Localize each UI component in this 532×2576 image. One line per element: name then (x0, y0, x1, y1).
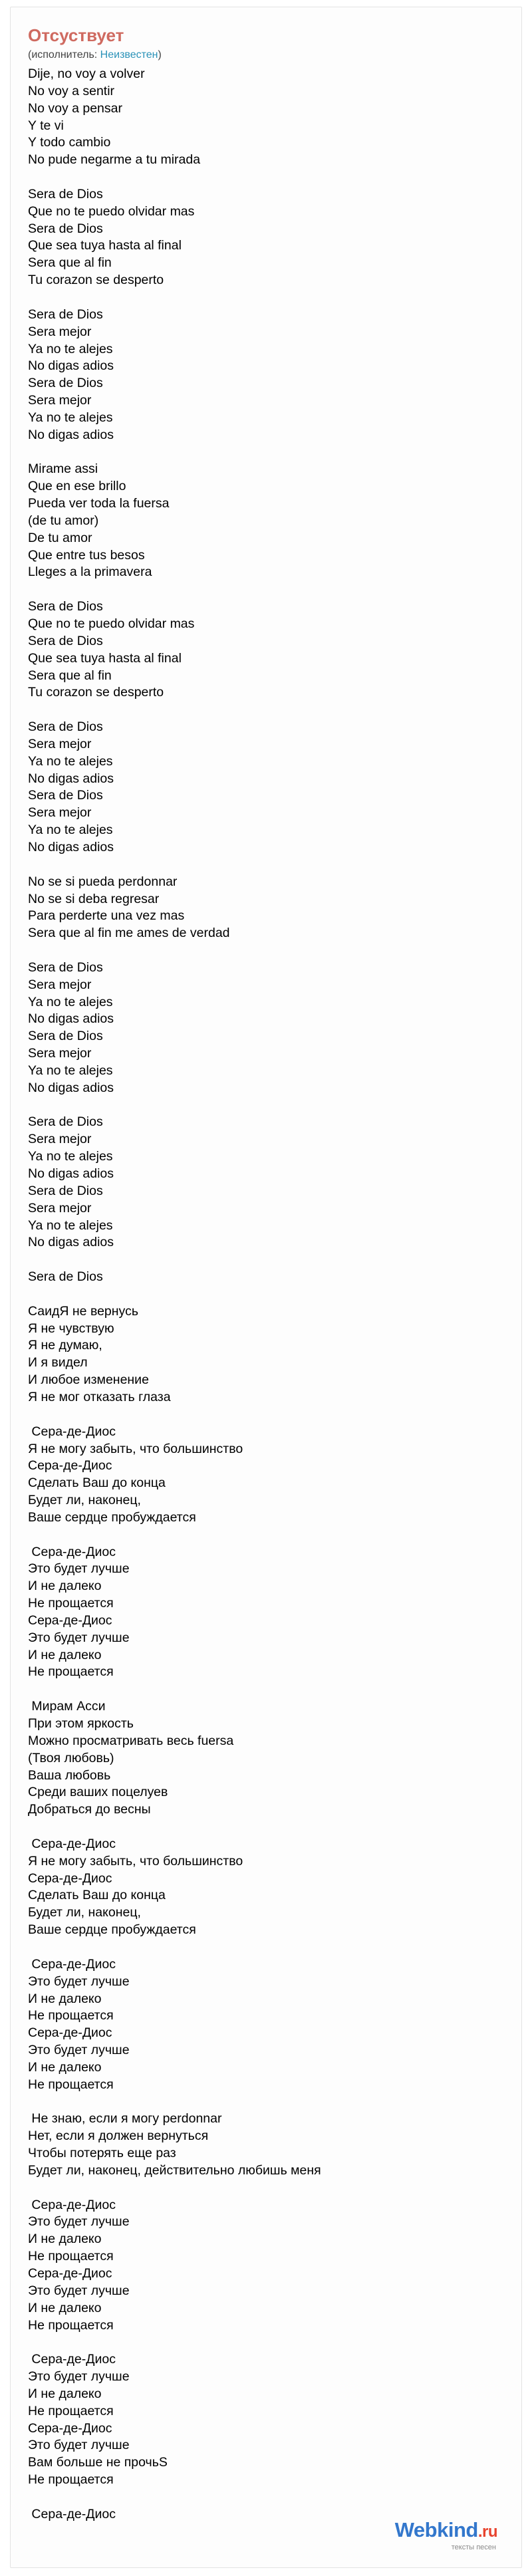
lyric-line: No digas adios (28, 1011, 114, 1027)
lyric-line: Это будет лучше (28, 1974, 130, 1989)
lyric-line: Вам больше не прочьS (28, 2455, 168, 2470)
lyric-line: Я не мог отказать глаза (28, 1389, 171, 1404)
lyric-line (28, 581, 507, 598)
artist-prefix: (исполнитель: (28, 49, 100, 61)
lyric-line: Tu corazon se desperto (28, 273, 164, 288)
lyric-line: Не прощается (28, 2403, 114, 2418)
lyric-line: De tu amor (28, 530, 92, 545)
lyric-line: No digas adios (28, 1166, 114, 1181)
lyric-line (28, 702, 507, 719)
lyric-line: Это будет лучше (28, 2043, 130, 2058)
lyric-line: Sera de Dios (28, 788, 103, 803)
lyric-line: No digas adios (28, 839, 114, 854)
lyric-line: Sera de Dios (28, 1114, 103, 1130)
lyric-line: И не далеко (28, 2300, 102, 2315)
lyric-line (28, 1681, 507, 1698)
lyric-line: Ya no te alejes (28, 1149, 113, 1164)
lyric-line (28, 169, 507, 186)
lyric-line: Sera mejor (28, 324, 92, 339)
lyric-line (28, 1939, 507, 1956)
lyric-line: Ya no te alejes (28, 1218, 113, 1233)
lyric-line (28, 1819, 507, 1836)
lyric-line (28, 1286, 507, 1303)
lyric-line: Que entre tus besos (28, 547, 145, 563)
lyric-line: СаидЯ не вернусь (28, 1303, 138, 1319)
lyric-line: И не далеко (28, 2386, 102, 2401)
site-tagline: тексты песен (451, 2543, 496, 2551)
lyric-line: Sera de Dios (28, 186, 103, 201)
lyric-line: Сера-де-Диос (28, 1956, 116, 1972)
lyric-line: Не прощается (28, 2472, 114, 2488)
lyric-line (28, 942, 507, 960)
lyric-line: Нет, если я должен вернуться (28, 2128, 209, 2144)
lyric-line: Будет ли, наконец, (28, 1493, 141, 1508)
lyric-line: Que no te puedo olvidar mas (28, 203, 195, 219)
lyric-line: Sera que al fin (28, 668, 112, 683)
lyric-line: Можно просматривать весь fuersa (28, 1733, 234, 1748)
lyric-line: No se si pueda perdonnar (28, 874, 178, 889)
lyric-line: Я не могу забыть, что большинство (28, 1853, 243, 1868)
lyric-line (28, 2489, 507, 2506)
lyric-line: Сера-де-Диос (28, 2266, 112, 2281)
lyric-line: Не прощается (28, 1664, 114, 1680)
lyric-line: Para perderte una vez mas (28, 908, 185, 924)
lyric-line: Sera mejor (28, 1200, 92, 1216)
lyrics-page (10, 7, 522, 2568)
lyric-line: И я видел (28, 1355, 88, 1370)
lyric-line: Сера-де-Диос (28, 1870, 112, 1886)
lyric-line: Сера-де-Диос (28, 2025, 112, 2041)
lyric-line: Я не могу забыть, что большинство (28, 1441, 243, 1456)
lyric-line (28, 2334, 507, 2351)
lyric-line: No digas adios (28, 1080, 114, 1095)
lyric-line: Sera de Dios (28, 1269, 103, 1285)
lyric-line: Dije, no voy a volver (28, 66, 145, 81)
lyric-line: No digas adios (28, 1235, 114, 1250)
lyric-line: Sera de Dios (28, 307, 103, 322)
lyric-line: Y te vi (28, 118, 64, 133)
lyric-line: И не далеко (28, 2059, 102, 2075)
lyric-line: Не прощается (28, 2077, 114, 2092)
artist-suffix: ) (158, 49, 162, 61)
lyric-line: При этом яркость (28, 1716, 134, 1731)
lyrics-text (28, 66, 507, 2523)
lyric-line: Sera mejor (28, 805, 92, 821)
artist-link[interactable]: Неизвестен (100, 49, 158, 61)
lyric-line: Будет ли, наконец, действительно любишь меня (28, 2162, 321, 2178)
lyric-line: Сера-де-Диос (28, 2352, 116, 2367)
lyric-line: Sera mejor (28, 1046, 92, 1061)
site-logo[interactable] (395, 2518, 497, 2542)
lyric-line (28, 2094, 507, 2111)
lyric-line: Sera que al fin me ames de verdad (28, 926, 230, 941)
lyric-line: Ya no te alejes (28, 994, 113, 1009)
lyric-line: Я не чувствую (28, 1321, 114, 1336)
lyric-line: И не далеко (28, 2232, 102, 2247)
lyrics-content (28, 25, 507, 2523)
lyric-line: И не далеко (28, 1647, 102, 1662)
footer-branding (364, 2518, 497, 2558)
lyric-line: Это будет лучше (28, 2438, 130, 2453)
lyric-line: Ya no te alejes (28, 341, 113, 356)
lyric-line (28, 1406, 507, 1424)
lyric-line: Sera mejor (28, 393, 92, 408)
lyric-line: (de tu amor) (28, 513, 99, 528)
lyric-line: Sera de Dios (28, 599, 103, 614)
lyric-line: Мирам Асси (28, 1699, 106, 1714)
lyric-line: Сера-де-Диос (28, 1544, 116, 1559)
artist-line (28, 49, 507, 62)
lyric-line: Sera mejor (28, 977, 92, 992)
lyric-line (28, 1097, 507, 1114)
lyric-line: Sera de Dios (28, 633, 103, 648)
lyric-line: Не прощается (28, 2008, 114, 2023)
lyric-line: Lleges a la primavera (28, 565, 152, 580)
lyric-line: И любое изменение (28, 1372, 149, 1388)
lyric-line (28, 1527, 507, 1544)
lyric-line: Ya no te alejes (28, 410, 113, 425)
lyric-line: No se si deba regresar (28, 891, 160, 906)
lyric-line: (Твоя любовь) (28, 1750, 114, 1765)
lyric-line: Сера-де-Диос (28, 1836, 116, 1851)
lyric-line (28, 289, 507, 307)
lyric-line: Это будет лучше (28, 2283, 130, 2298)
lyric-line: Sera de Dios (28, 1029, 103, 1044)
logo-text: Webkind (394, 2518, 478, 2541)
lyric-line: Это будет лучше (28, 2369, 130, 2384)
lyric-line: Не знаю, если я могу perdonnar (28, 2111, 222, 2126)
lyric-line: И не далеко (28, 1991, 102, 2006)
lyric-line (28, 2180, 507, 2197)
lyric-line: Не прощается (28, 2249, 114, 2264)
lyric-line: Не прощается (28, 2317, 114, 2333)
lyric-line: Сера-де-Диос (28, 2197, 116, 2212)
lyric-line: Mirame assi (28, 461, 98, 477)
lyric-line: Pueda ver toda la fuersa (28, 496, 170, 511)
lyric-line: Я не думаю, (28, 1338, 102, 1353)
lyric-line: Это будет лучше (28, 1630, 130, 1645)
lyric-line: Que sea tuya hasta al final (28, 650, 182, 666)
lyric-line: No pude negarme a tu mirada (28, 152, 201, 168)
lyric-line: Ya no te alejes (28, 753, 113, 769)
lyric-line: Сера-де-Диос (28, 1424, 116, 1439)
lyric-line: No digas adios (28, 427, 114, 442)
lyric-line: Среди ваших поцелуев (28, 1785, 168, 1800)
lyric-line: Ваше сердце пробуждается (28, 1922, 196, 1938)
lyric-line (28, 1251, 507, 1269)
lyric-line: Sera de Dios (28, 960, 103, 975)
lyric-line: No digas adios (28, 771, 114, 786)
lyric-line: Ваше сердце пробуждается (28, 1509, 196, 1525)
lyric-line: No voy a pensar (28, 100, 122, 116)
lyric-line: Добраться до весны (28, 1802, 151, 1817)
lyric-line: Сера-де-Диос (28, 2420, 112, 2436)
lyric-line: Ya no te alejes (28, 1063, 113, 1078)
lyric-line: Sera de Dios (28, 719, 103, 735)
lyric-line: Sera de Dios (28, 221, 103, 236)
lyric-line: Sera de Dios (28, 376, 103, 391)
lyric-line: Ya no te alejes (28, 823, 113, 838)
lyric-line: Сера-де-Диос (28, 1458, 112, 1474)
lyric-line: Que no te puedo olvidar mas (28, 616, 195, 631)
lyric-line: Y todo cambio (28, 135, 111, 150)
lyric-line: Sera mejor (28, 736, 92, 751)
lyric-line: Это будет лучше (28, 2214, 130, 2230)
lyric-line: И не далеко (28, 1579, 102, 1594)
lyric-line: Сделать Ваш до конца (28, 1888, 166, 1903)
lyric-line: No digas adios (28, 358, 114, 374)
lyric-line: Сера-де-Диос (28, 2506, 116, 2521)
lyric-line: Sera mejor (28, 1132, 92, 1147)
lyric-line: Будет ли, наконец, (28, 1905, 141, 1920)
lyric-line: Чтобы потерять еще раз (28, 2146, 176, 2161)
song-title: Отсуствует (28, 25, 124, 45)
lyric-line: Это будет лучше (28, 1561, 130, 1577)
lyric-line: Не прощается (28, 1596, 114, 1611)
lyric-line: Que en ese brillo (28, 479, 126, 494)
lyric-line: Sera que al fin (28, 255, 112, 271)
lyric-line (28, 856, 507, 874)
lyric-line: Ваша любовь (28, 1767, 111, 1783)
lyric-line: Сделать Ваш до конца (28, 1476, 166, 1491)
lyric-line: Сера-де-Диос (28, 1612, 112, 1628)
logo-tld: .ru (477, 2523, 497, 2541)
lyric-line: Tu corazon se desperto (28, 685, 164, 700)
lyric-line (28, 444, 507, 461)
lyric-line: No voy a sentir (28, 83, 115, 98)
lyric-line: Sera de Dios (28, 1183, 103, 1198)
lyric-line: Que sea tuya hasta al final (28, 238, 182, 253)
